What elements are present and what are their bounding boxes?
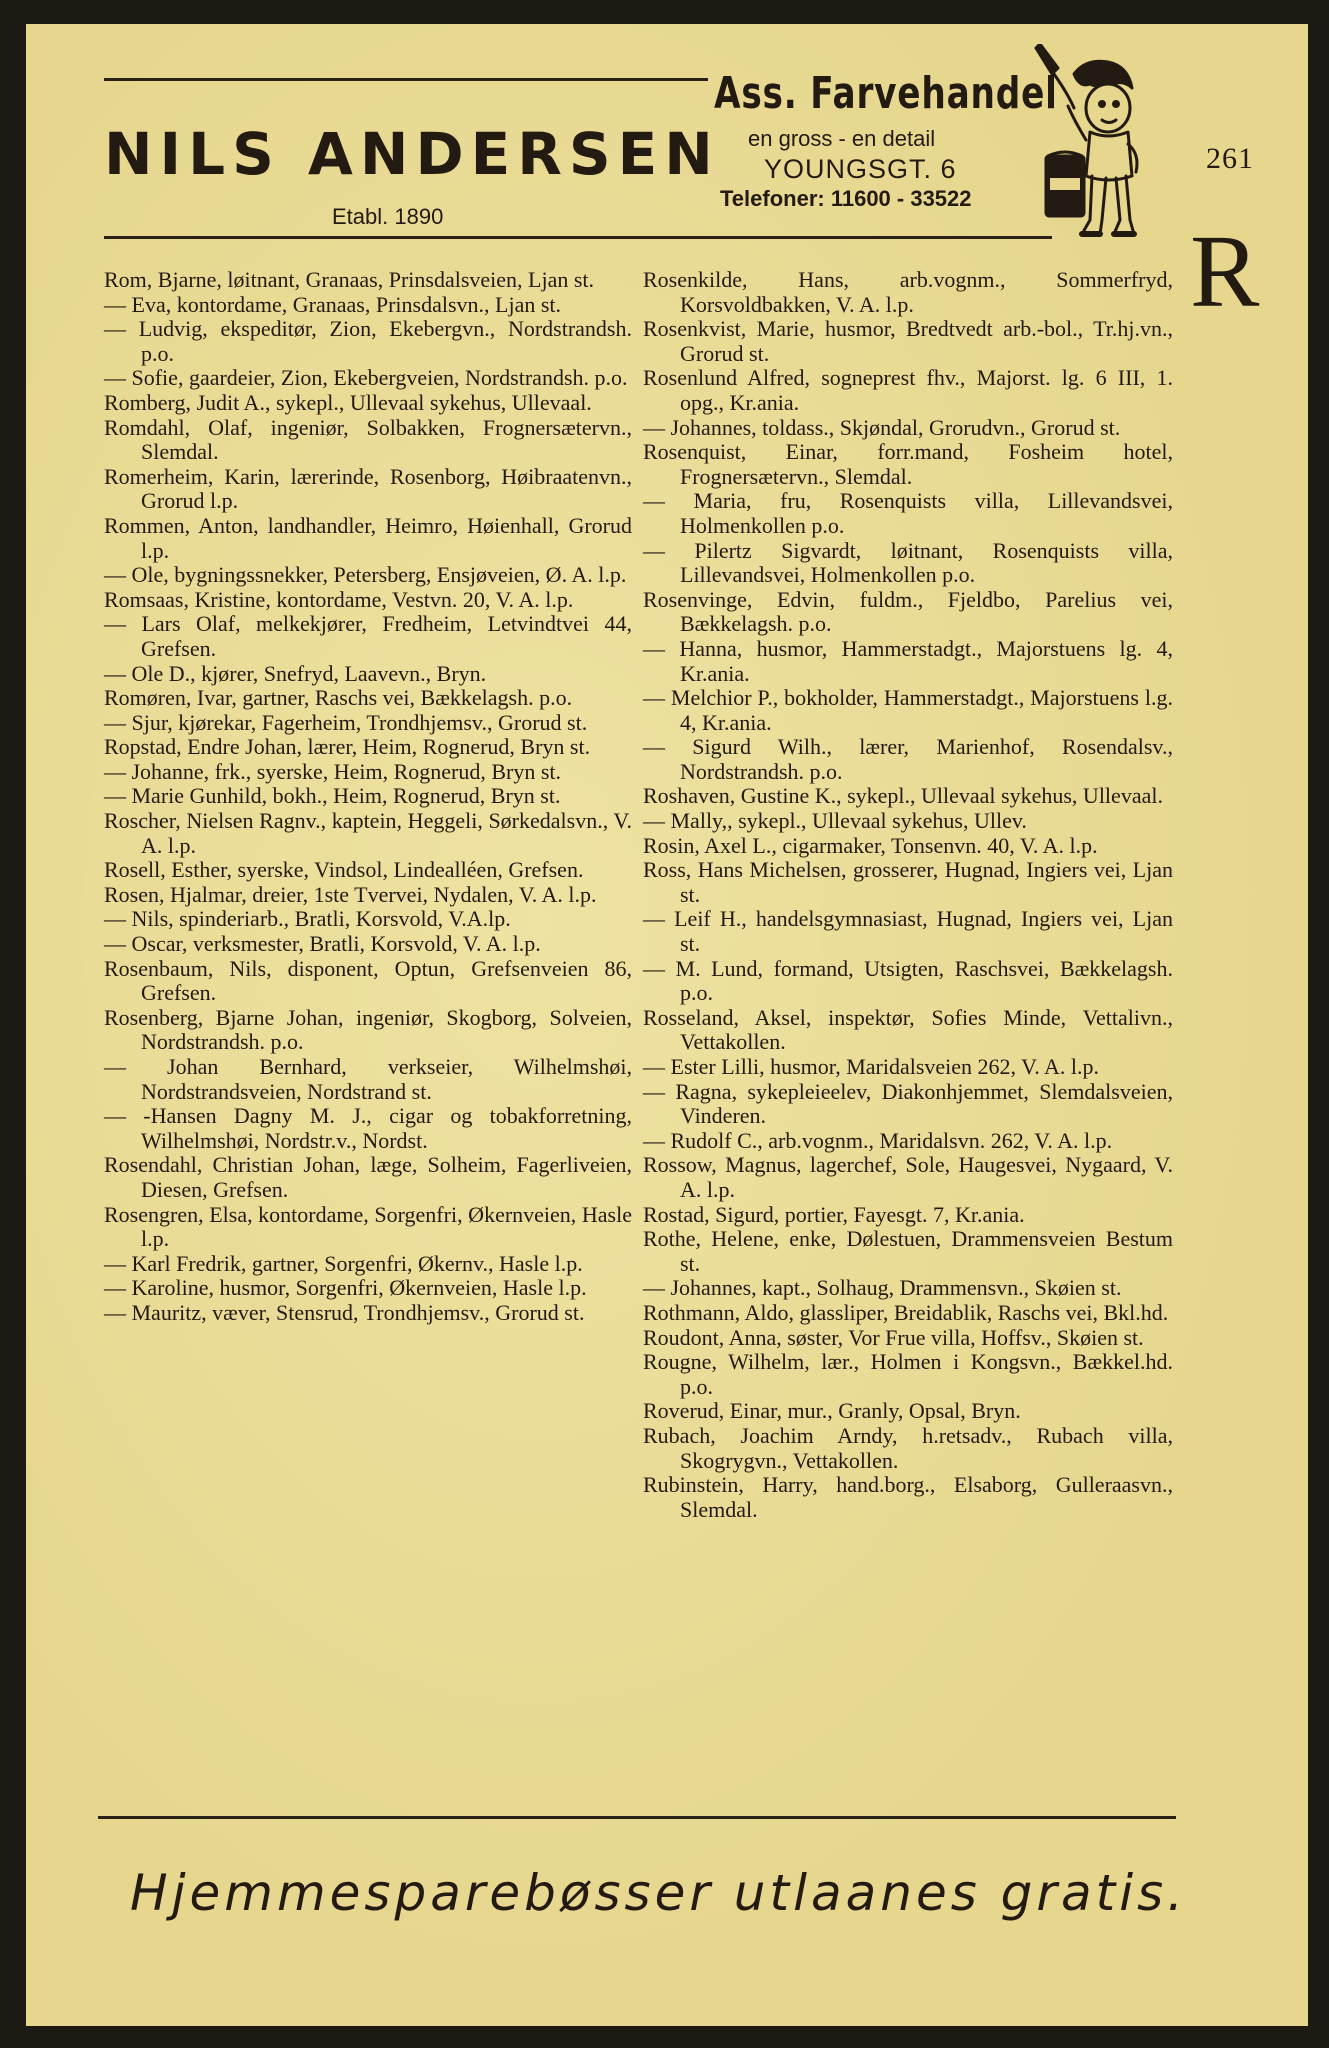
advert-banner xyxy=(26,24,1308,254)
directory-entry: — Ole D., kjører, Snefryd, Laavevn., Bryn. xyxy=(104,660,487,686)
directory-entry: — Sjur, kjørekar, Fagerheim, Trondhjemsv., Grorud st. xyxy=(104,709,588,735)
directory-entry: — -Hansen Dagny M. J., cigar og tobakforretning, Wilhelmshøi, Nordstr.v., Nordst. xyxy=(104,1103,632,1153)
directory-entry: — Mauritz, væver, Stensrud, Trondhjemsv., Grorud st. xyxy=(104,1299,585,1325)
directory-entry: — Johannes, toldass., Skjøndal, Grorudvn., Grorud st. xyxy=(643,414,1121,440)
directory-entry: Rothmann, Aldo, glassliper, Breidablik, Raschs vei, Bkl.hd. xyxy=(643,1299,1169,1325)
directory-entry: Roudont, Anna, søster, Vor Frue villa, Hoffsv., Skøien st. xyxy=(643,1324,1144,1350)
directory-entry: Rougne, Wilhelm, lær., Holmen i Kongsvn., Bækkel.hd. p.o. xyxy=(643,1349,1173,1399)
directory-entry: Rosengren, Elsa, kontordame, Sorgenfri, Økernveien, Hasle l.p. xyxy=(104,1201,632,1252)
directory-entry: — Hanna, husmor, Hammerstadgt., Majorstuens lg. 4, Kr.ania. xyxy=(643,635,1173,686)
advert-bottom-rule xyxy=(104,236,1052,239)
directory-entry: Rosen, Hjalmar, dreier, 1ste Tvervei, Nydalen, V. A. l.p. xyxy=(104,881,597,907)
directory-entry: — Pilertz Sigvardt, løitnant, Rosenquists villa, Lillevandsvei, Holmenkollen p.o. xyxy=(643,537,1173,588)
painter-boy-icon xyxy=(1028,44,1146,244)
directory-entry: Rosenlund Alfred, sogneprest fhv., Majorst. lg. 6 III, 1. opg., Kr.ania. xyxy=(643,365,1173,415)
directory-entry: — Sigurd Wilh., lærer, Marienhof, Rosendalsv., Nordstrandsh. p.o. xyxy=(643,734,1173,784)
directory-entry: — Leif H., handelsgymnasiast, Hugnad, Ingiers vei, Ljan st. xyxy=(643,906,1173,957)
directory-page xyxy=(26,24,1308,2026)
directory-entry: — Ludvig, ekspeditør, Zion, Ekebergvn., Nordstrandsh. p.o. xyxy=(104,316,632,366)
directory-entry: — Maria, fru, Rosenquists villa, Lillevandsvei, Holmenkollen p.o. xyxy=(643,488,1173,538)
directory-entry: Rosenkilde, Hans, arb.vognm., Sommerfryd, Korsvoldbakken, V. A. l.p. xyxy=(643,267,1173,317)
advert-company-name: NILS ANDERSEN xyxy=(104,120,720,188)
directory-entry: Rubinstein, Harry, hand.borg., Elsaborg, Gulleraasvn., Slemdal. xyxy=(643,1472,1173,1522)
directory-entry: Romsaas, Kristine, kontordame, Vestvn. 20, V. A. l.p. xyxy=(104,586,574,612)
directory-entry: — Ragna, sykepleieelev, Diakonhjemmet, Slemdalsveien, Vinderen. xyxy=(643,1078,1173,1129)
directory-entry: Rothe, Helene, enke, Dølestuen, Drammensveien Bestum st. xyxy=(643,1226,1173,1276)
directory-entry: Ross, Hans Michelsen, grosserer, Hugnad, Ingiers vei, Ljan st. xyxy=(643,857,1173,907)
directory-entry: Rosendahl, Christian Johan, læge, Solheim, Fagerliveien, Diesen, Grefsen. xyxy=(104,1152,632,1202)
directory-entry: — Eva, kontordame, Granaas, Prinsdalsvn., Ljan st. xyxy=(104,291,562,317)
directory-entry: — Ole, bygningssnekker, Petersberg, Ensjøveien, Ø. A. l.p. xyxy=(104,562,627,588)
directory-column-right xyxy=(643,268,1173,1522)
directory-entry: — Marie Gunhild, bokh., Heim, Rognerud, Bryn st. xyxy=(104,783,561,809)
directory-entry: Rosin, Axel L., cigarmaker, Tonsenvn. 40, V. A. l.p. xyxy=(643,832,1098,858)
directory-entry: — Ester Lilli, husmor, Maridalsveien 262, V. A. l.p. xyxy=(643,1054,1099,1079)
directory-entry: Rosenvinge, Edvin, fuldm., Fjeldbo, Parelius vei, Bækkelagsh. p.o. xyxy=(643,586,1173,637)
directory-entry: Ropstad, Endre Johan, lærer, Heim, Rognerud, Bryn st. xyxy=(104,734,591,760)
directory-entry: Rosenberg, Bjarne Johan, ingeniør, Skogborg, Solveien, Nordstrandsh. p.o. xyxy=(104,1004,632,1055)
directory-entry: Romdahl, Olaf, ingeniør, Solbakken, Frognersætervn., Slemdal. xyxy=(104,414,632,465)
page-number: 261 xyxy=(1206,142,1254,175)
directory-entry: — Sofie, gaardeier, Zion, Ekebergveien, Nordstrandsh. p.o. xyxy=(104,365,628,391)
directory-entry: — Johanne, frk., syerske, Heim, Rognerud, Bryn st. xyxy=(104,758,562,784)
advert-shop-title: Ass. Farvehandel xyxy=(714,68,1058,119)
directory-entry: Roscher, Nielsen Ragnv., kaptein, Heggeli, Sørkedalsvn., V. A. l.p. xyxy=(104,808,632,858)
directory-entry: — Karoline, husmor, Sorgenfri, Økernveien, Hasle l.p. xyxy=(104,1275,587,1301)
directory-entry: Roshaven, Gustine K., sykepl., Ullevaal sykehus, Ullevaal. xyxy=(643,783,1163,809)
directory-entry: — Karl Fredrik, gartner, Sorgenfri, Økernv., Hasle l.p. xyxy=(104,1250,583,1276)
directory-entry: Rosseland, Aksel, inspektør, Sofies Minde, Vettalivn., Vettakollen. xyxy=(643,1004,1173,1055)
directory-entry: Romberg, Judit A., sykepl., Ullevaal sykehus, Ullevaal. xyxy=(104,389,592,415)
advert-top-rule xyxy=(104,78,708,81)
directory-entry: Rostad, Sigurd, portier, Fayesgt. 7, Kr.ania. xyxy=(643,1201,1025,1227)
directory-entry: Rosenquist, Einar, forr.mand, Fosheim hotel, Frognersætervn., Slemdal. xyxy=(643,439,1173,489)
advert-established: Etabl. 1890 xyxy=(332,204,444,229)
advert-address: YOUNGSGT. 6 xyxy=(764,154,957,184)
directory-entry: Roverud, Einar, mur., Granly, Opsal, Bryn. xyxy=(643,1398,1021,1424)
directory-entry: — Melchior P., bokholder, Hammerstadgt., Majorstuens l.g. 4, Kr.ania. xyxy=(643,685,1173,735)
directory-entry: — Mally,, sykepl., Ullevaal sykehus, Ullev. xyxy=(643,808,1027,834)
directory-entry: Rossow, Magnus, lagerchef, Sole, Haugesvei, Nygaard, V. A. l.p. xyxy=(643,1152,1173,1202)
directory-entry: Rosenbaum, Nils, disponent, Optun, Grefsenveien 86, Grefsen. xyxy=(104,955,632,1006)
advert-tagline: en gross - en detail xyxy=(748,126,936,151)
footer-rule xyxy=(98,1816,1176,1819)
directory-column-left xyxy=(104,268,632,1326)
directory-entry: — Lars Olaf, melkekjører, Fredheim, Letvindtvei 44, Grefsen. xyxy=(104,611,632,661)
directory-entry: — Rudolf C., arb.vognm., Maridalsvn. 262, V. A. l.p. xyxy=(643,1127,1113,1153)
directory-entry: — Johannes, kapt., Solhaug, Drammensvn., Skøien st. xyxy=(643,1275,1122,1301)
directory-entry: Rom, Bjarne, løitnant, Granaas, Prinsdalsveien, Ljan st. xyxy=(104,267,595,292)
directory-entry: Rosenkvist, Marie, husmor, Bredtvedt arb.-bol., Tr.hj.vn., Grorud st. xyxy=(643,316,1173,366)
directory-entry: Rosell, Esther, syerske, Vindsol, Lindealléen, Grefsen. xyxy=(104,857,584,883)
directory-entry: Romerheim, Karin, lærerinde, Rosenborg, Høibraatenvn., Grorud l.p. xyxy=(104,463,632,514)
directory-entry: — M. Lund, formand, Utsigten, Raschsvei, Bækkelagsh. p.o. xyxy=(643,955,1173,1006)
directory-entry: — Oscar, verksmester, Bratli, Korsvold, V. A. l.p. xyxy=(104,931,541,957)
directory-entry: Rommen, Anton, landhandler, Heimro, Høienhall, Grorud l.p. xyxy=(104,512,632,563)
directory-entry: — Johan Bernhard, verkseier, Wilhelmshøi, Nordstrandsveien, Nordstrand st. xyxy=(104,1054,632,1104)
directory-entry: — Nils, spinderiarb., Bratli, Korsvold, V.A.lp. xyxy=(104,906,511,932)
directory-entry: Rubach, Joachim Arndy, h.retsadv., Rubach villa, Skogrygvn., Vettakollen. xyxy=(643,1422,1173,1473)
section-letter: R xyxy=(1190,214,1260,329)
advert-phones: Telefoner: 11600 - 33522 xyxy=(720,186,972,211)
footer-slogan: Hjemmesparebøsser utlaanes gratis. xyxy=(130,1864,1188,1922)
directory-entry: Romøren, Ivar, gartner, Raschs vei, Bækkelagsh. p.o. xyxy=(104,685,573,711)
